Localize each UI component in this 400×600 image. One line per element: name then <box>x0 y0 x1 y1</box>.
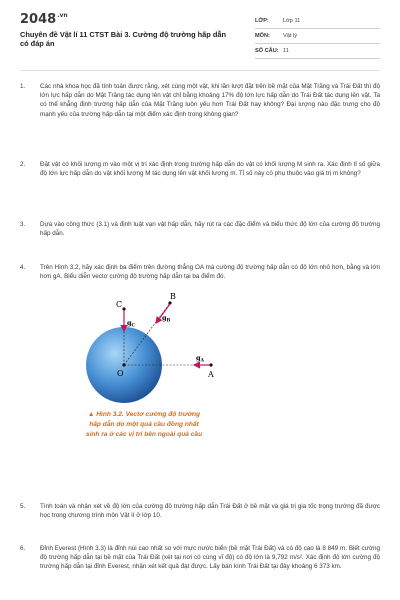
meta-value: 11 <box>283 48 289 54</box>
document-title: Chuyên đề Vật lí 11 CTST Bài 3. Cường độ trường hấp dẫn có đáp án <box>20 30 226 48</box>
question-1 <box>20 82 380 119</box>
point-o <box>122 363 125 366</box>
question-text: Các nhà khoa học đã tính toán được rằng, xét cùng một vật, khi lần lượt đặt trên bề mặt của Mặt Trăng và Trái Đất thì độ lớn lực hấp dẫn do Mặt Trăng tác dụng lên vật chỉ bằng khoảng 17% độ lớn lực hấp dẫn do Trái Đất tác dụng lên vật. Ta có thể khẳng định trường hấp dẫn của Mặt Trăng luôn yếu hơn Trái Đất hay không? Đại lượng nào đặc trưng cho độ mạnh yếu của trường hấp dẫn tại một điểm xác định trong không gian? <box>40 83 380 118</box>
question-4 <box>20 263 380 281</box>
meta-label: SỐ CÂU: <box>255 48 279 54</box>
meta-label: LỚP: <box>255 18 269 24</box>
header-divider <box>20 70 380 71</box>
label-a: A <box>208 370 214 379</box>
question-text: Dựa vào công thức (3.1) và định luật vạn vật hấp dẫn, hãy rút ra các đặc điểm và biểu thức độ lớn của cường độ trường hấp dẫn. <box>40 221 380 238</box>
caption-triangle-icon: ▲ <box>87 411 95 418</box>
question-number: 1. <box>20 83 26 90</box>
question-number: 5. <box>20 503 26 510</box>
meta-table <box>255 14 380 59</box>
meta-value: Lớp 11 <box>283 18 301 24</box>
question-text: Đặt vật có khối lượng m vào một vị trí xác định trong trường hấp dẫn do vật có khối lượng M sinh ra. Xác định tỉ số giữa độ lớn lực hấp dẫn do vật khối lượng M tác dụng lên vật khối lượng m. Tỉ số này có phụ thuộc vào giá trị m không? <box>40 161 380 178</box>
question-text: Đỉnh Everest (Hình 3.3) là đỉnh núi cao nhất so với mực nước biển (bề mặt Trái Đất) và có độ cao là 8 849 m. Biết cường độ trường hấp dẫn tại bề mặt của Trái Đất (xét tại nơi có cùng vĩ độ) có độ lớn là 9,792 m/s². Xác định độ lớn cường độ trường hấp dẫn tại đỉnh Everest, nhận xét kết quả đạt được. Lấy bán kính Trái Đất tại đây khoảng 6 373 km. <box>40 545 380 571</box>
question-text: Tính toán và nhận xét về độ lớn của cường độ trường hấp dẫn Trái Đất ở bề mặt và giá trị gia tốc trọng trường đã được học trong chương trình môn Vật lí ở lớp 10. <box>40 503 380 520</box>
meta-row-subject <box>255 29 380 44</box>
question-number: 3. <box>20 221 26 228</box>
label-o: O <box>117 369 124 378</box>
question-6 <box>20 544 380 572</box>
meta-row-count <box>255 44 380 59</box>
question-number: 2. <box>20 161 26 168</box>
caption-text: Vectơ cường độ trường hấp dẫn do một quả cầu đồng nhất sinh ra ở các vị trí bên ngoài quả cầu <box>85 411 203 438</box>
label-gb: $g_B$ <box>162 314 171 324</box>
figure-caption <box>84 410 204 440</box>
meta-value: Vật lý <box>283 33 297 39</box>
question-3 <box>20 220 380 238</box>
question-2 <box>20 160 380 178</box>
caption-prefix: Hình 3.2. <box>96 411 124 418</box>
meta-label: MÔN: <box>255 33 270 39</box>
meta-row-grade <box>255 14 380 29</box>
question-5 <box>20 502 380 520</box>
label-gc: $g_C$ <box>127 319 136 329</box>
figure-3-2 <box>86 293 246 408</box>
logo-suffix: .vn <box>57 12 68 19</box>
label-ga: $g_A$ <box>196 354 205 364</box>
question-number: 6. <box>20 545 26 552</box>
question-number: 4. <box>20 264 26 271</box>
site-logo[interactable] <box>20 12 68 27</box>
logo-text: 2048 <box>20 12 57 27</box>
question-text: Trên Hình 3.2, hãy xác định ba điểm trên đường thẳng OA mà cường độ trường hấp dẫn có độ lớn nhỏ hơn, bằng và lớn hơn gA. Biểu diễn vectơ cường độ trường hấp dẫn tại ba điểm đó. <box>40 264 380 281</box>
label-c: C <box>116 300 123 309</box>
label-b: B <box>170 293 176 301</box>
